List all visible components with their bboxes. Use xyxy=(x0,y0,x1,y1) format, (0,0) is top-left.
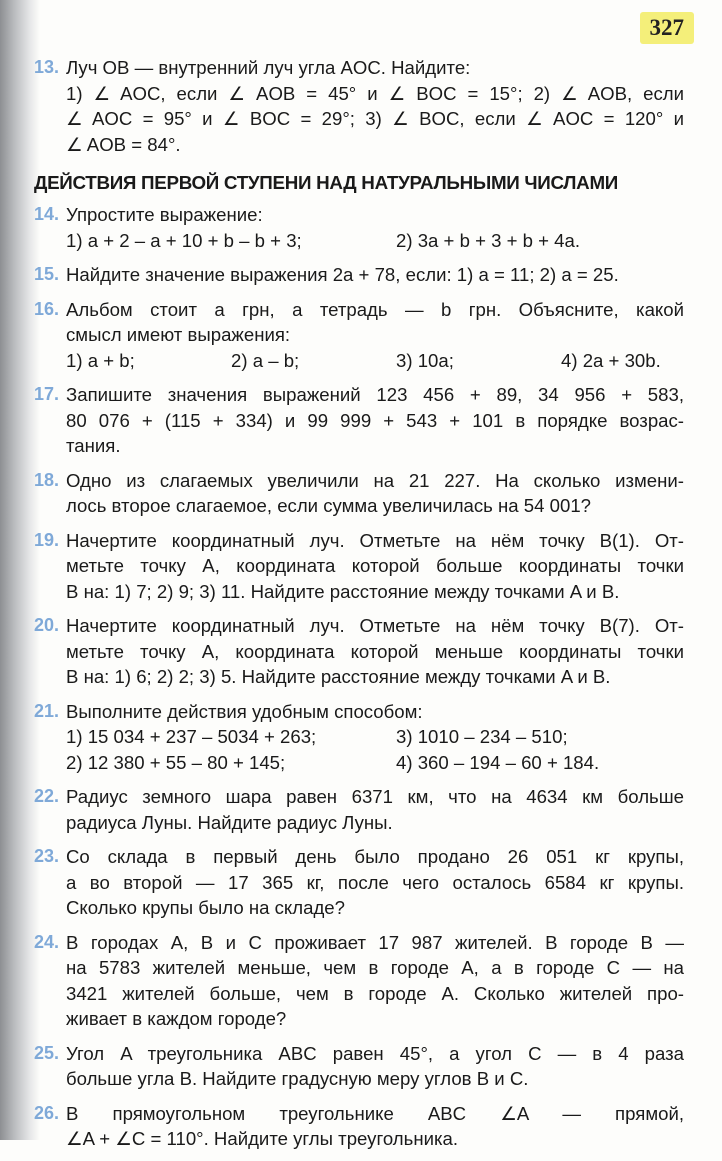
problem-text xyxy=(66,844,684,921)
section-heading: ДЕЙСТВИЯ ПЕРВОЙ СТУПЕНИ НАД НАТУРАЛЬНЫМИ ЧИСЛАМИ xyxy=(34,172,618,193)
problem-number: 17. xyxy=(34,384,60,404)
problem-text xyxy=(66,297,684,374)
text-line: метьте точку A, координата которой меньше координаты точки xyxy=(66,640,684,662)
option-4: 4) 360 – 194 – 60 + 184. xyxy=(396,751,600,773)
problem-number: 25. xyxy=(34,1042,60,1063)
problem-14 xyxy=(34,202,684,253)
problem-number: 23. xyxy=(34,846,60,866)
text-line: на 5783 жителей меньше, чем в городе A, а в городе C — на xyxy=(66,957,684,978)
problem-19 xyxy=(34,528,684,605)
problem-text xyxy=(66,382,684,459)
option-1: 1) a + b; xyxy=(66,349,135,371)
problem-22 xyxy=(34,784,684,835)
problem-text xyxy=(66,55,684,157)
page-content xyxy=(34,55,684,1161)
problem-number: 14. xyxy=(34,204,60,224)
problem-text xyxy=(66,930,684,1032)
problem-17 xyxy=(34,382,684,459)
problem-23 xyxy=(34,844,684,921)
page-number: 327 xyxy=(640,12,695,44)
problem-number: 19. xyxy=(34,529,60,550)
text-line: метьте точку A, координата которой больше координаты точки xyxy=(66,555,684,576)
text-line: а во второй — 17 365 кг, после чего осталось 6584 кг крупы. xyxy=(66,871,684,893)
text-line: Сколько крупы было на складе? xyxy=(66,897,345,918)
problem-text xyxy=(66,202,684,253)
problem-text xyxy=(66,1041,684,1092)
text-line: Упростите выражение: xyxy=(66,204,263,225)
problem-number: 22. xyxy=(34,786,60,806)
text-line: Начертите координатный луч. Отметьте на нём точку B(7). От- xyxy=(66,615,684,636)
problem-26 xyxy=(34,1101,684,1152)
option-2: 2) 3a + b + 3 + b + 4a. xyxy=(396,229,581,251)
problem-text xyxy=(66,699,684,776)
text-line: тания. xyxy=(66,435,121,456)
text-line: лось второе слагаемое, если сумма увеличилась на 54 001? xyxy=(66,495,592,516)
problem-text xyxy=(66,613,684,690)
text-line: Запишите значения выражений 123 456 + 89, 34 956 + 583, xyxy=(66,384,684,405)
text-line: 80 076 + (115 + 334) и 99 999 + 543 + 101 в порядке возрас- xyxy=(66,409,684,431)
problem-24 xyxy=(34,930,684,1032)
text-line: живает в каждом городе? xyxy=(66,1008,287,1029)
text-line: В городах A, B и C проживает 17 987 жителей. В городе B — xyxy=(66,931,684,953)
text-line: Альбом стоит a грн, а тетрадь — b грн. Объясните, какой xyxy=(66,298,684,320)
problem-21 xyxy=(34,699,684,776)
text-line: ∠ AOB = 84°. xyxy=(66,133,181,155)
problem-number: 13. xyxy=(34,57,60,77)
text-line: 1) ∠ AOC, если ∠ AOB = 45° и ∠ BOC = 15°; 2) ∠ AOB, если xyxy=(66,82,684,104)
option-1: 1) a + 2 – a + 10 + b – b + 3; xyxy=(66,229,302,251)
problem-number: 16. xyxy=(34,298,60,319)
text-line: Со склада в первый день было продано 26 051 кг крупы, xyxy=(66,846,684,867)
text-line: Луч OB — внутренний луч угла AOC. Найдите: xyxy=(66,57,471,78)
problem-number: 20. xyxy=(34,615,60,635)
option-2: 2) 12 380 + 55 – 80 + 145; xyxy=(66,751,286,773)
problem-text xyxy=(66,1101,684,1152)
text-line: ∠A + ∠C = 110°. Найдите углы треугольника. xyxy=(66,1128,459,1149)
options-row xyxy=(66,750,684,776)
option-2: 2) a – b; xyxy=(231,349,300,371)
option-3: 3) 1010 – 234 – 510; xyxy=(396,726,568,747)
option-1: 1) 15 034 + 237 – 5034 + 263; xyxy=(66,726,317,747)
options-row xyxy=(66,348,684,374)
option-3: 3) 10a; xyxy=(396,349,454,371)
problem-text xyxy=(66,528,684,605)
text-line: Выполните действия удобным способом: xyxy=(66,700,423,722)
text-line: смысл имеют выражения: xyxy=(66,324,291,345)
problem-number: 18. xyxy=(34,469,60,490)
options-row xyxy=(66,724,684,750)
text-line: больше угла B. Найдите градусную меру углов B и C. xyxy=(66,1068,529,1089)
text-line: Начертите координатный луч. Отметьте на нём точку B(1). От- xyxy=(66,529,684,551)
text-line: ∠ AOC = 95° и ∠ BOC = 29°; 3) ∠ BOC, если ∠ AOC = 120° и xyxy=(66,108,684,129)
text-line: Угол A треугольника ABC равен 45°, а угол C — в 4 раза xyxy=(66,1042,684,1064)
problem-number: 15. xyxy=(34,264,60,284)
problem-text xyxy=(66,262,684,288)
text-line: Найдите значение выражения 2a + 78, если: 1) a = 11; 2) a = 25. xyxy=(66,264,619,285)
problem-15 xyxy=(34,262,684,288)
text-line: В прямоугольном треугольнике ABC ∠A — прямой, xyxy=(66,1102,684,1124)
problem-25 xyxy=(34,1041,684,1092)
text-line: 3421 жителей больше, чем в городе A. Сколько жителей про- xyxy=(66,982,684,1004)
problem-number: 26. xyxy=(34,1102,60,1123)
text-line: Радиус земного шара равен 6371 км, что на 4634 км больше xyxy=(66,786,684,807)
problem-text xyxy=(66,468,684,519)
problem-16 xyxy=(34,297,684,374)
text-line: B на: 1) 6; 2) 2; 3) 5. Найдите расстояние между точками A и B. xyxy=(66,666,611,687)
text-line: Одно из слагаемых увеличили на 21 227. На сколько измени- xyxy=(66,469,684,491)
problem-13 xyxy=(34,55,684,157)
options-row xyxy=(66,228,684,254)
problem-number: 24. xyxy=(34,931,60,952)
text-line: радиуса Луны. Найдите радиус Луны. xyxy=(66,811,393,833)
text-line: B на: 1) 7; 2) 9; 3) 11. Найдите расстояние между точками A и B. xyxy=(66,580,620,602)
option-4: 4) 2a + 30b. xyxy=(561,349,661,371)
problem-18 xyxy=(34,468,684,519)
problem-20 xyxy=(34,613,684,690)
problem-number: 21. xyxy=(34,700,60,721)
problem-text xyxy=(66,784,684,835)
